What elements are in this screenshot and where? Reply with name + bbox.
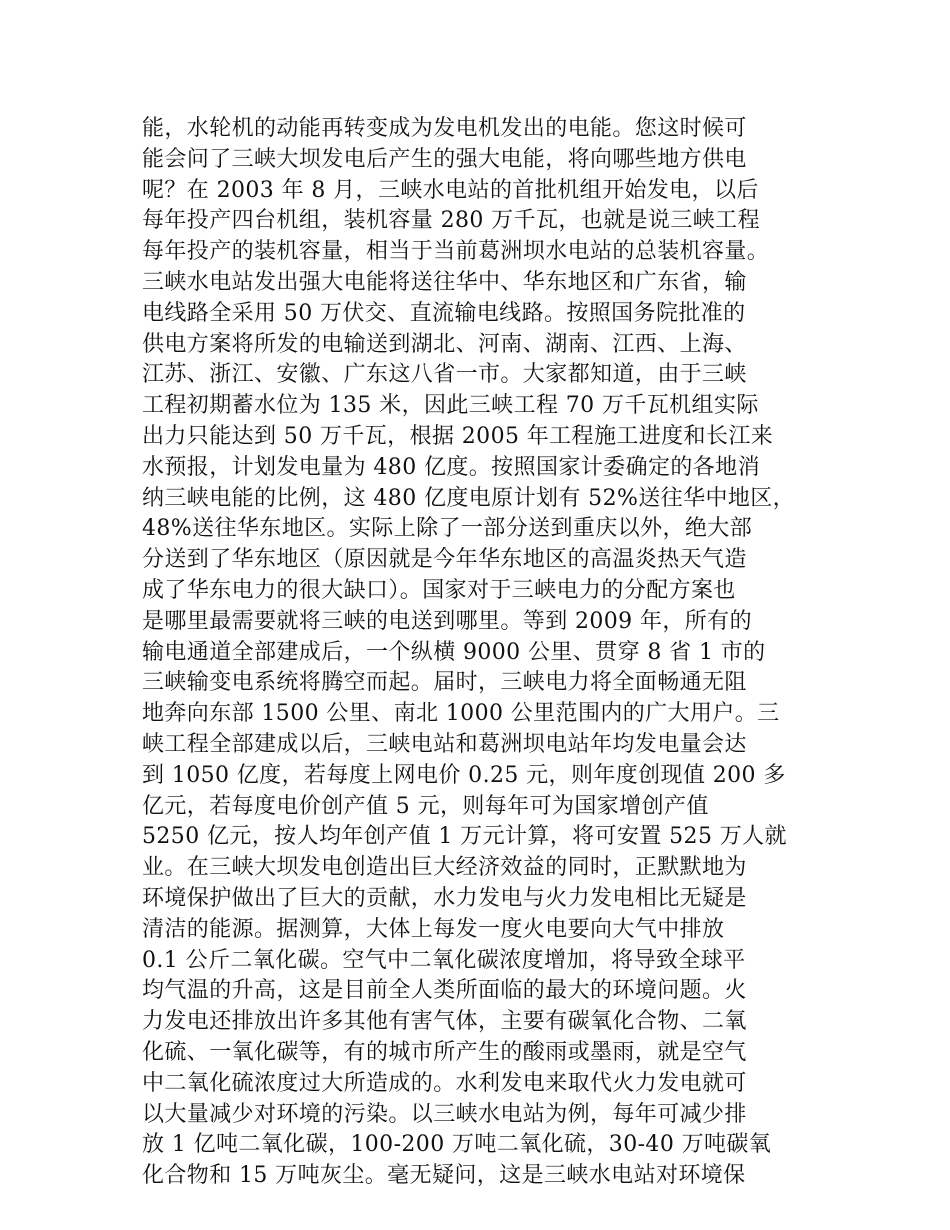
text-line: 清洁的能源。据测算，大体上每发一度火电要向大气中排放 <box>142 916 725 942</box>
text-line: 输电通道全部建成后，一个纵横 9000 公里、贯穿 8 省 1 市的 <box>142 639 766 665</box>
text-line: 纳三峡电能的比例，这 480 亿度电原计划有 52%送往华中地区， <box>142 485 796 511</box>
text-line: 能，水轮机的动能再转变成为发电机发出的电能。您这时候可 <box>142 116 747 141</box>
text-line: 分送到了华东地区（原因就是今年华东地区的高温炎热天气造 <box>142 547 747 573</box>
text-line: 亿元，若每度电价创产值 5 元，则每年可为国家增创产值 <box>142 793 709 819</box>
text-line: 三峡输变电系统将腾空而起。届时，三峡电力将全面畅通无阻 <box>142 670 747 696</box>
text-line: 业。在三峡大坝发电创造出巨大经济效益的同时，正默默地为 <box>142 855 747 881</box>
text-line: 化硫、一氧化碳等，有的城市所产生的酸雨或墨雨，就是空气 <box>142 1039 747 1065</box>
text-line: 峡工程全部建成以后，三峡电站和葛洲坝电站年均发电量会达 <box>142 731 747 757</box>
text-line: 到 1050 亿度，若每度上网电价 0.25 元，则年度创现值 200 多 <box>142 762 786 788</box>
text-line: 出力只能达到 50 万千瓦，根据 2005 年工程施工进度和长江来 <box>142 423 774 449</box>
text-line: 以大量减少对环境的污染。以三峡水电站为例，每年可减少排 <box>142 1101 747 1127</box>
text-line: 每年投产四台机组，装机容量 280 万千瓦，也就是说三峡工程 <box>142 208 760 234</box>
text-line: 力发电还排放出许多其他有害气体，主要有碳氧化合物、二氧 <box>142 1009 747 1035</box>
text-line: 供电方案将所发的电输送到湖北、河南、湖南、江西、上海、 <box>142 331 747 357</box>
text-line: 48%送往华东地区。实际上除了一部分送到重庆以外，绝大部 <box>142 516 753 542</box>
text-line: 中二氧化硫浓度过大所造成的。水利发电来取代火力发电就可 <box>142 1070 747 1096</box>
text-line: 每年投产的装机容量，相当于当前葛洲坝水电站的总装机容量。 <box>142 239 770 265</box>
text-line: 均气温的升高，这是目前全人类所面临的最大的环境问题。火 <box>142 978 747 1004</box>
text-line: 化合物和 15 万吨灰尘。毫无疑问，这是三峡水电站对环境保 <box>142 1163 746 1189</box>
text-line: 0.1 公斤二氧化碳。空气中二氧化碳浓度增加，将导致全球平 <box>142 947 746 973</box>
text-line: 水预报，计划发电量为 480 亿度。按照国家计委确定的各地消 <box>142 454 760 480</box>
text-line: 地奔向东部 1500 公里、南北 1000 公里范围内的广大用户。三 <box>142 701 780 727</box>
text-line: 能会问了三峡大坝发电后产生的强大电能，将向哪些地方供电 <box>142 146 747 172</box>
text-line: 是哪里最需要就将三峡的电送到哪里。等到 2009 年，所有的 <box>142 608 752 634</box>
body-text <box>142 114 832 1192</box>
text-line: 电线路全采用 50 万伏交、直流输电线路。按照国务院批准的 <box>142 300 746 326</box>
text-line: 5250 亿元，按人均年创产值 1 万元计算，将可安置 525 万人就 <box>142 824 787 850</box>
text-line: 环境保护做出了巨大的贡献，水力发电与火力发电相比无疑是 <box>142 885 747 911</box>
text-line: 三峡水电站发出强大电能将送往华中、华东地区和广东省，输 <box>142 269 747 295</box>
text-line: 工程初期蓄水位为 135 米，因此三峡工程 70 万千瓦机组实际 <box>142 393 759 419</box>
text-line: 成了华东电力的很大缺口）。国家对于三峡电力的分配方案也 <box>142 577 736 603</box>
text-line: 放 1 亿吨二氧化碳，100-200 万吨二氧化硫，30-40 万吨碳氧 <box>142 1132 772 1158</box>
text-line: 呢？在 2003 年 8 月，三峡水电站的首批机组开始发电，以后 <box>142 177 759 203</box>
text-line: 江苏、浙江、安徽、广东这八省一市。大家都知道，由于三峡 <box>142 362 747 388</box>
